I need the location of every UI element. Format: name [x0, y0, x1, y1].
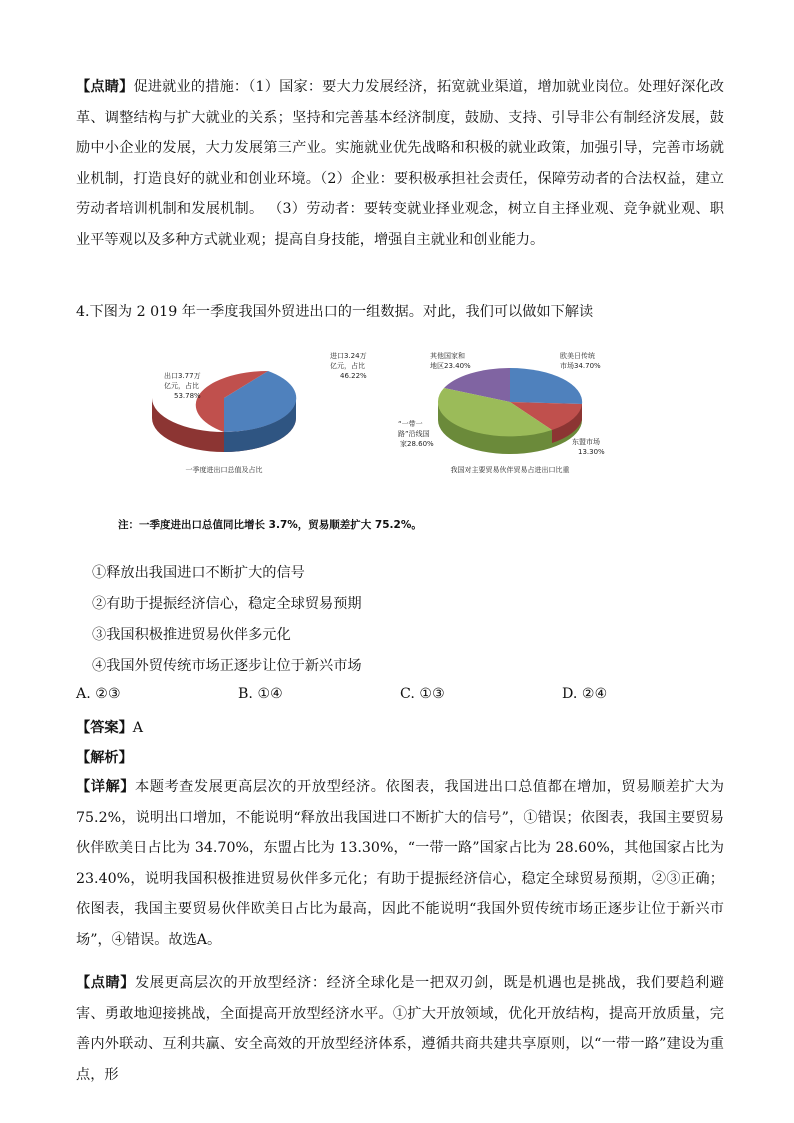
label-traditional-2: 市场34.70%: [560, 362, 601, 370]
label-traditional-1: 欧美日传统: [560, 352, 595, 360]
intro-paragraph: [76, 72, 724, 255]
answer-line: [76, 717, 143, 737]
detail-label: 【详解】: [76, 779, 135, 795]
statement-3: ③我国积极推进贸易伙伴多元化: [92, 627, 291, 643]
intro-label: 【点睛】: [76, 79, 134, 95]
statement-4: ④我国外贸传统市场正逐步让位于新兴市场: [92, 658, 362, 674]
answer-label: 【答案】: [76, 720, 133, 736]
pie-right-title: 我国对主要贸易伙伴贸易占进出口比重: [450, 466, 570, 474]
question-stem: 4.下图为 2 019 年一季度我国外贸进出口的一组数据。对此，我们可以做如下解读: [76, 304, 594, 320]
pie-left-title: 一季度进出口总值及占比: [185, 466, 263, 474]
label-other-1: 其他国家和: [430, 352, 465, 360]
analysis-label: 【解析】: [76, 750, 133, 766]
statement-1: ①释放出我国进口不断扩大的信号: [92, 565, 305, 581]
label-export-1: 出口3.77万: [164, 372, 201, 380]
intro-text: 促进就业的措施：（1）国家：要大力发展经济，拓宽就业渠道，增加就业岗位。处理好深化改革、调整结构与扩大就业的关系；坚持和完善基本经济制度，鼓励、支持、引导非公有制经济发展，鼓励中小企业的发展，大力发展第三产业。实施就业优先战略和积极的就业政策，加强引导，完善市场就业机制，打造良好的就业和创业环境。（2）企业：要积极承担社会责任，保障劳动者的合法权益，建立劳动者培训机制和发展机制。 （3）劳动者：要转变就业择业观念，树立自主择业观、竞争就业观、职业平等观以及多种方式就业观；提高自身技能，增强自主就业和创业能力。: [76, 79, 724, 248]
charts-svg: [120, 340, 640, 540]
label-belt-road-2: 路”沿线国: [398, 430, 430, 438]
option-a: A. ②③: [76, 686, 121, 702]
option-d: D. ②④: [562, 686, 608, 702]
detail-paragraph: [76, 772, 724, 955]
option-b: B. ①④: [238, 686, 283, 702]
pie-slice-traditional: [510, 368, 582, 404]
label-import-2: 亿元，占比: [330, 362, 365, 370]
label-asean-2: 13.30%: [578, 448, 605, 456]
detail-text: 本题考查发展更高层次的开放型经济。依图表，我国进出口总值都在增加，贸易顺差扩大为75.2%，说明出口增加，不能说明“释放出我国进口不断扩大的信号”，①错误；依图表，我国主要贸易伙伴欧美日占比为 34.70%，东盟占比为 13.30%，“一带一路”国家占比为 28.60%，其他国家占比为 23.40%，说明我国积极推进贸易伙伴多元化；有助于提振经济信心，稳定全球贸易预期，②③正确；依图表，我国主要贸易伙伴欧美日占比为最高，因此不能说明“我国外贸传统市场正逐步让位于新兴市场”，④错误。故选A。: [76, 779, 724, 948]
tip-text: 发展更高层次的开放型经济：经济全球化是一把双刃剑，既是机遇也是挑战，我们要趋利避害、勇敢地迎接挑战，全面提高开放型经济水平。①扩大开放领域，优化开放结构，提高开放质量，完善内外联动、互利共赢、安全高效的开放型经济体系，遵循共商共建共享原则，以“一带一路”建设为重点，形: [76, 975, 724, 1083]
label-import-3: 46.22%: [340, 372, 367, 380]
figure: [120, 340, 640, 540]
tip-paragraph: [76, 968, 724, 1090]
answer-value: A: [132, 720, 144, 736]
pie-chart-right: [398, 351, 605, 474]
label-other-2: 地区23.40%: [430, 362, 471, 370]
label-export-3: 53.78%: [174, 392, 201, 400]
tip-label: 【点睛】: [76, 975, 135, 991]
label-import-1: 进口3.24万: [330, 352, 367, 360]
label-belt-road-1: “一带一: [398, 420, 423, 428]
figure-note: 注：一季度进出口总值同比增长 3.7%，贸易顺差扩大 75.2%。: [118, 519, 422, 531]
label-export-2: 亿元，占比: [164, 382, 199, 390]
label-belt-road-3: 家28.60%: [400, 440, 434, 448]
pie-chart-left: [152, 351, 367, 474]
statement-2: ②有助于提振经济信心，稳定全球贸易预期: [92, 596, 362, 612]
label-asean-1: 东盟市场: [572, 438, 600, 446]
option-c: C. ①③: [400, 686, 445, 702]
